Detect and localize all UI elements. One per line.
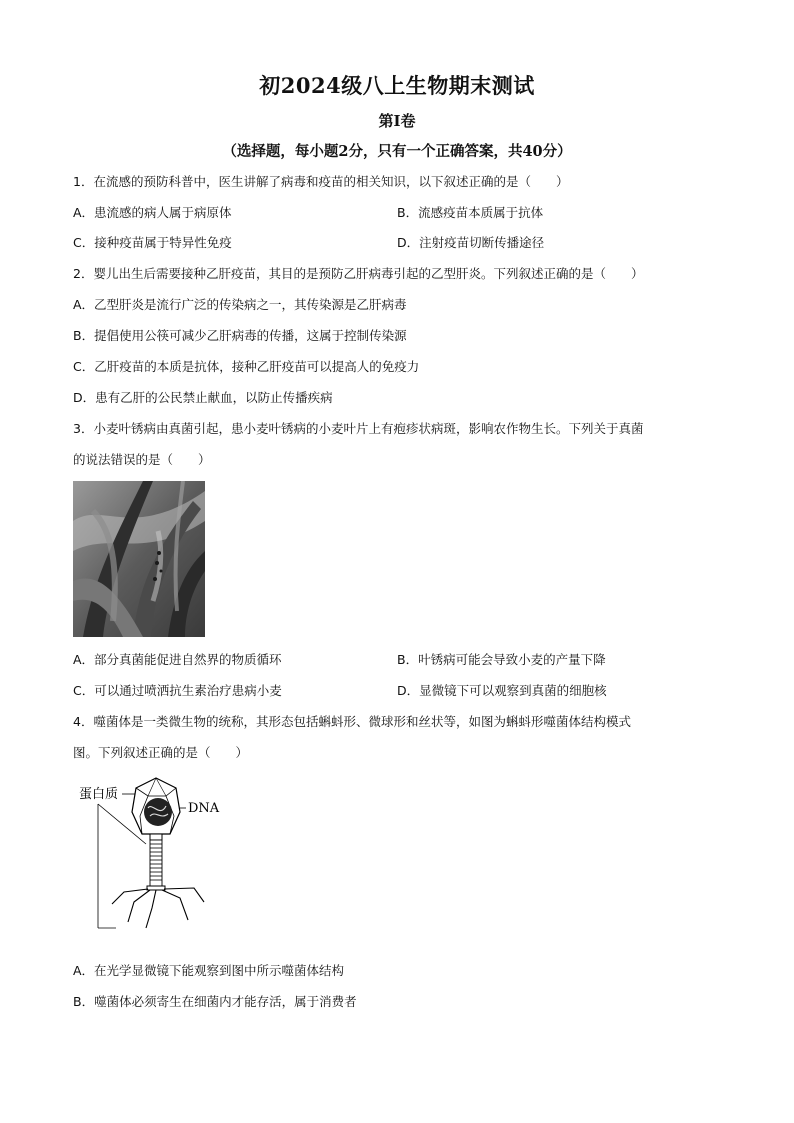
q2-option-b: B．提倡使用公筷可减少乙肝病毒的传播，这属于控制传染源 xyxy=(73,328,407,343)
label-dna: DNA xyxy=(188,801,220,816)
q1-option-b: B．流感疫苗本质属于抗体 xyxy=(397,205,544,220)
question-2-stem: 2．婴儿出生后需要接种乙肝疫苗，其目的是预防乙肝病毒引起的乙型肝炎。下列叙述正确的是（ ） xyxy=(73,266,644,281)
q1-option-a: A．患流感的病人属于病原体 xyxy=(73,205,232,220)
q1-option-c: C．接种疫苗属于特异性免疫 xyxy=(73,235,232,250)
question-4-stem-line-2: 图。下列叙述正确的是（ ） xyxy=(73,745,249,760)
section-instructions: （选择题，每小题2分，只有一个正确答案，共40分） xyxy=(222,143,572,160)
q3-option-a: A．部分真菌能促进自然界的物质循环 xyxy=(73,652,282,667)
label-protein: 蛋白质 xyxy=(79,787,119,802)
question-3-stem-line-2: 的说法错误的是（ ） xyxy=(73,452,211,467)
q3-option-c: C．可以通过喷洒抗生素治疗患病小麦 xyxy=(73,683,282,698)
exam-title: 初2024级八上生物期末测试 xyxy=(259,73,535,98)
question-1-stem: 1．在流感的预防科普中，医生讲解了病毒和疫苗的相关知识，以下叙述正确的是（ ） xyxy=(73,174,569,189)
q4-option-b: B．噬菌体必须寄生在细菌内才能存活，属于消费者 xyxy=(73,994,357,1009)
q2-option-d: D．患有乙肝的公民禁止献血，以防止传播疾病 xyxy=(73,390,333,405)
q2-option-c: C．乙肝疫苗的本质是抗体，接种乙肝疫苗可以提高人的免疫力 xyxy=(73,359,420,374)
section-heading: 第I卷 xyxy=(378,112,416,130)
wheat-leaf-rust-photo xyxy=(73,481,205,637)
q4-option-a: A．在光学显微镜下能观察到图中所示噬菌体结构 xyxy=(73,963,345,978)
q3-option-b: B．叶锈病可能会导致小麦的产量下降 xyxy=(397,652,606,667)
question-4-stem-line-1: 4．噬菌体是一类微生物的统称，其形态包括蝌蚪形、微球形和丝状等，如图为蝌蚪形噬菌体结构模式 xyxy=(73,714,631,729)
q2-option-a: A．乙型肝炎是流行广泛的传染病之一，其传染源是乙肝病毒 xyxy=(73,297,407,312)
question-3-stem-line-1: 3．小麦叶锈病由真菌引起，患小麦叶锈病的小麦叶片上有疱疹状病斑，影响农作物生长。下列关于真菌 xyxy=(73,421,644,436)
q3-option-d: D．显微镜下可以观察到真菌的细胞核 xyxy=(397,683,607,698)
q1-option-d: D．注射疫苗切断传播途径 xyxy=(397,235,545,250)
bacteriophage-diagram xyxy=(76,774,236,934)
